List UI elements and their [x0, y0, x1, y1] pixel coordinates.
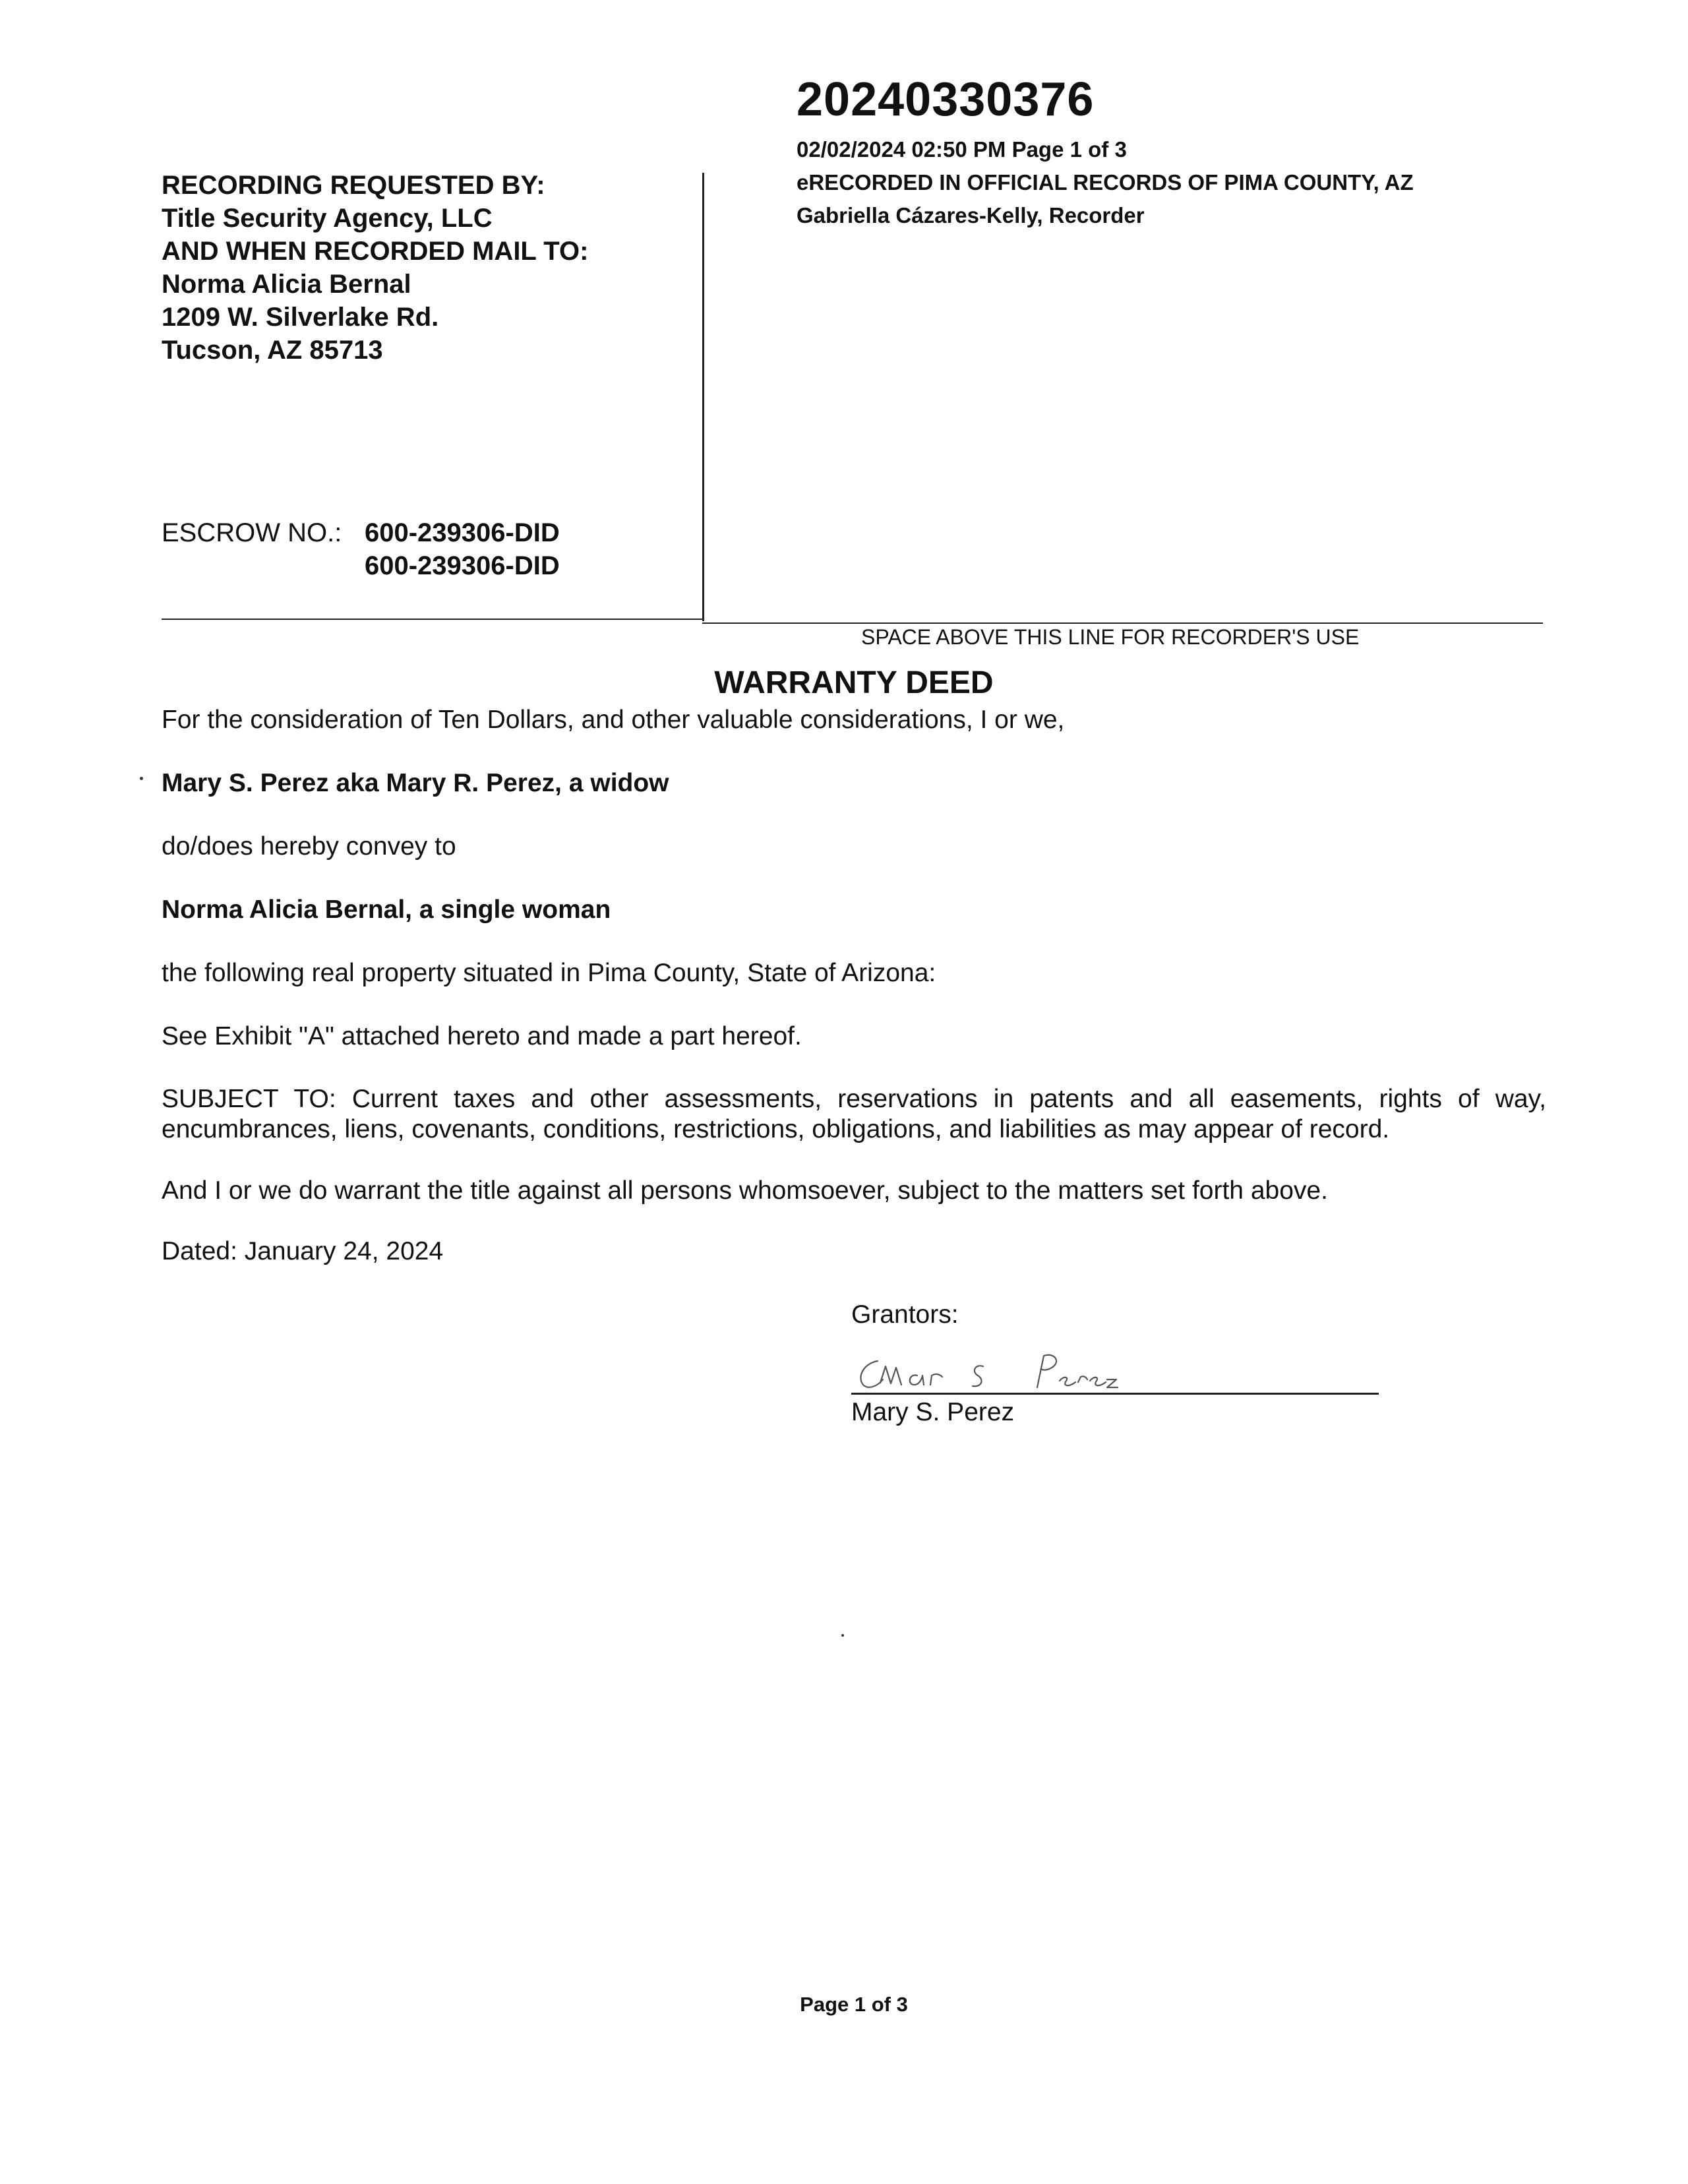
escrow-number: 600-239306-DID	[365, 551, 560, 580]
requested-by-agency: Title Security Agency, LLC	[162, 204, 493, 233]
escrow-label: ESCROW NO.:	[162, 518, 342, 547]
header-divider-right	[702, 622, 1543, 624]
recording-office: eRECORDED IN OFFICIAL RECORDS OF PIMA COUNTY, AZ	[797, 170, 1414, 195]
mail-to-label: AND WHEN RECORDED MAIL TO:	[162, 237, 589, 266]
page-footer: Page 1 of 3	[800, 1993, 908, 2016]
escrow-number: 600-239306-DID	[365, 518, 560, 547]
header-divider-left	[162, 619, 702, 620]
recorder-use-note: SPACE ABOVE THIS LINE FOR RECORDER'S USE	[861, 625, 1360, 649]
grantor-text: Mary S. Perez aka Mary R. Perez, a widow	[162, 769, 669, 797]
warranty-text: And I or we do warrant the title against all persons whomsoever, subject to the matters set forth above.	[162, 1176, 1328, 1205]
recorder-name: Gabriella Cázares-Kelly, Recorder	[797, 203, 1145, 228]
recording-requested-block	[162, 169, 588, 367]
grantors-label: Grantors:	[851, 1300, 959, 1329]
scan-speck	[140, 777, 143, 780]
document-number: 20240330376	[797, 73, 1095, 126]
mail-to-city: Tucson, AZ 85713	[162, 336, 383, 365]
signature-line	[851, 1393, 1379, 1395]
scan-speck	[841, 1634, 844, 1637]
document-title: WARRANTY DEED	[714, 665, 994, 700]
header-vertical-divider	[702, 173, 704, 621]
mail-to-name: Norma Alicia Bernal	[162, 270, 411, 299]
convey-text: do/does hereby convey to	[162, 832, 456, 861]
recording-datetime-page: 02/02/2024 02:50 PM Page 1 of 3	[797, 137, 1127, 162]
handwritten-signature	[851, 1347, 1161, 1399]
consideration-text: For the consideration of Ten Dollars, and other valuable considerations, I or we,	[162, 706, 1065, 734]
exhibit-text: See Exhibit "A" attached hereto and made a part hereof.	[162, 1022, 802, 1050]
dated-text: Dated: January 24, 2024	[162, 1237, 444, 1265]
grantee-text: Norma Alicia Bernal, a single woman	[162, 895, 611, 924]
property-location-text: the following real property situated in Pima County, State of Arizona:	[162, 959, 936, 987]
mail-to-street: 1209 W. Silverlake Rd.	[162, 303, 439, 332]
subject-to-text: SUBJECT TO: Current taxes and other assessments, reservations in patents and all easements, rights of way, encumbrances, liens, covenants, conditions, restrictions, obligations, and liabilities as may appear of record.	[162, 1085, 1546, 1143]
signer-name: Mary S. Perez	[851, 1398, 1015, 1426]
requested-by-label: RECORDING REQUESTED BY:	[162, 171, 545, 200]
